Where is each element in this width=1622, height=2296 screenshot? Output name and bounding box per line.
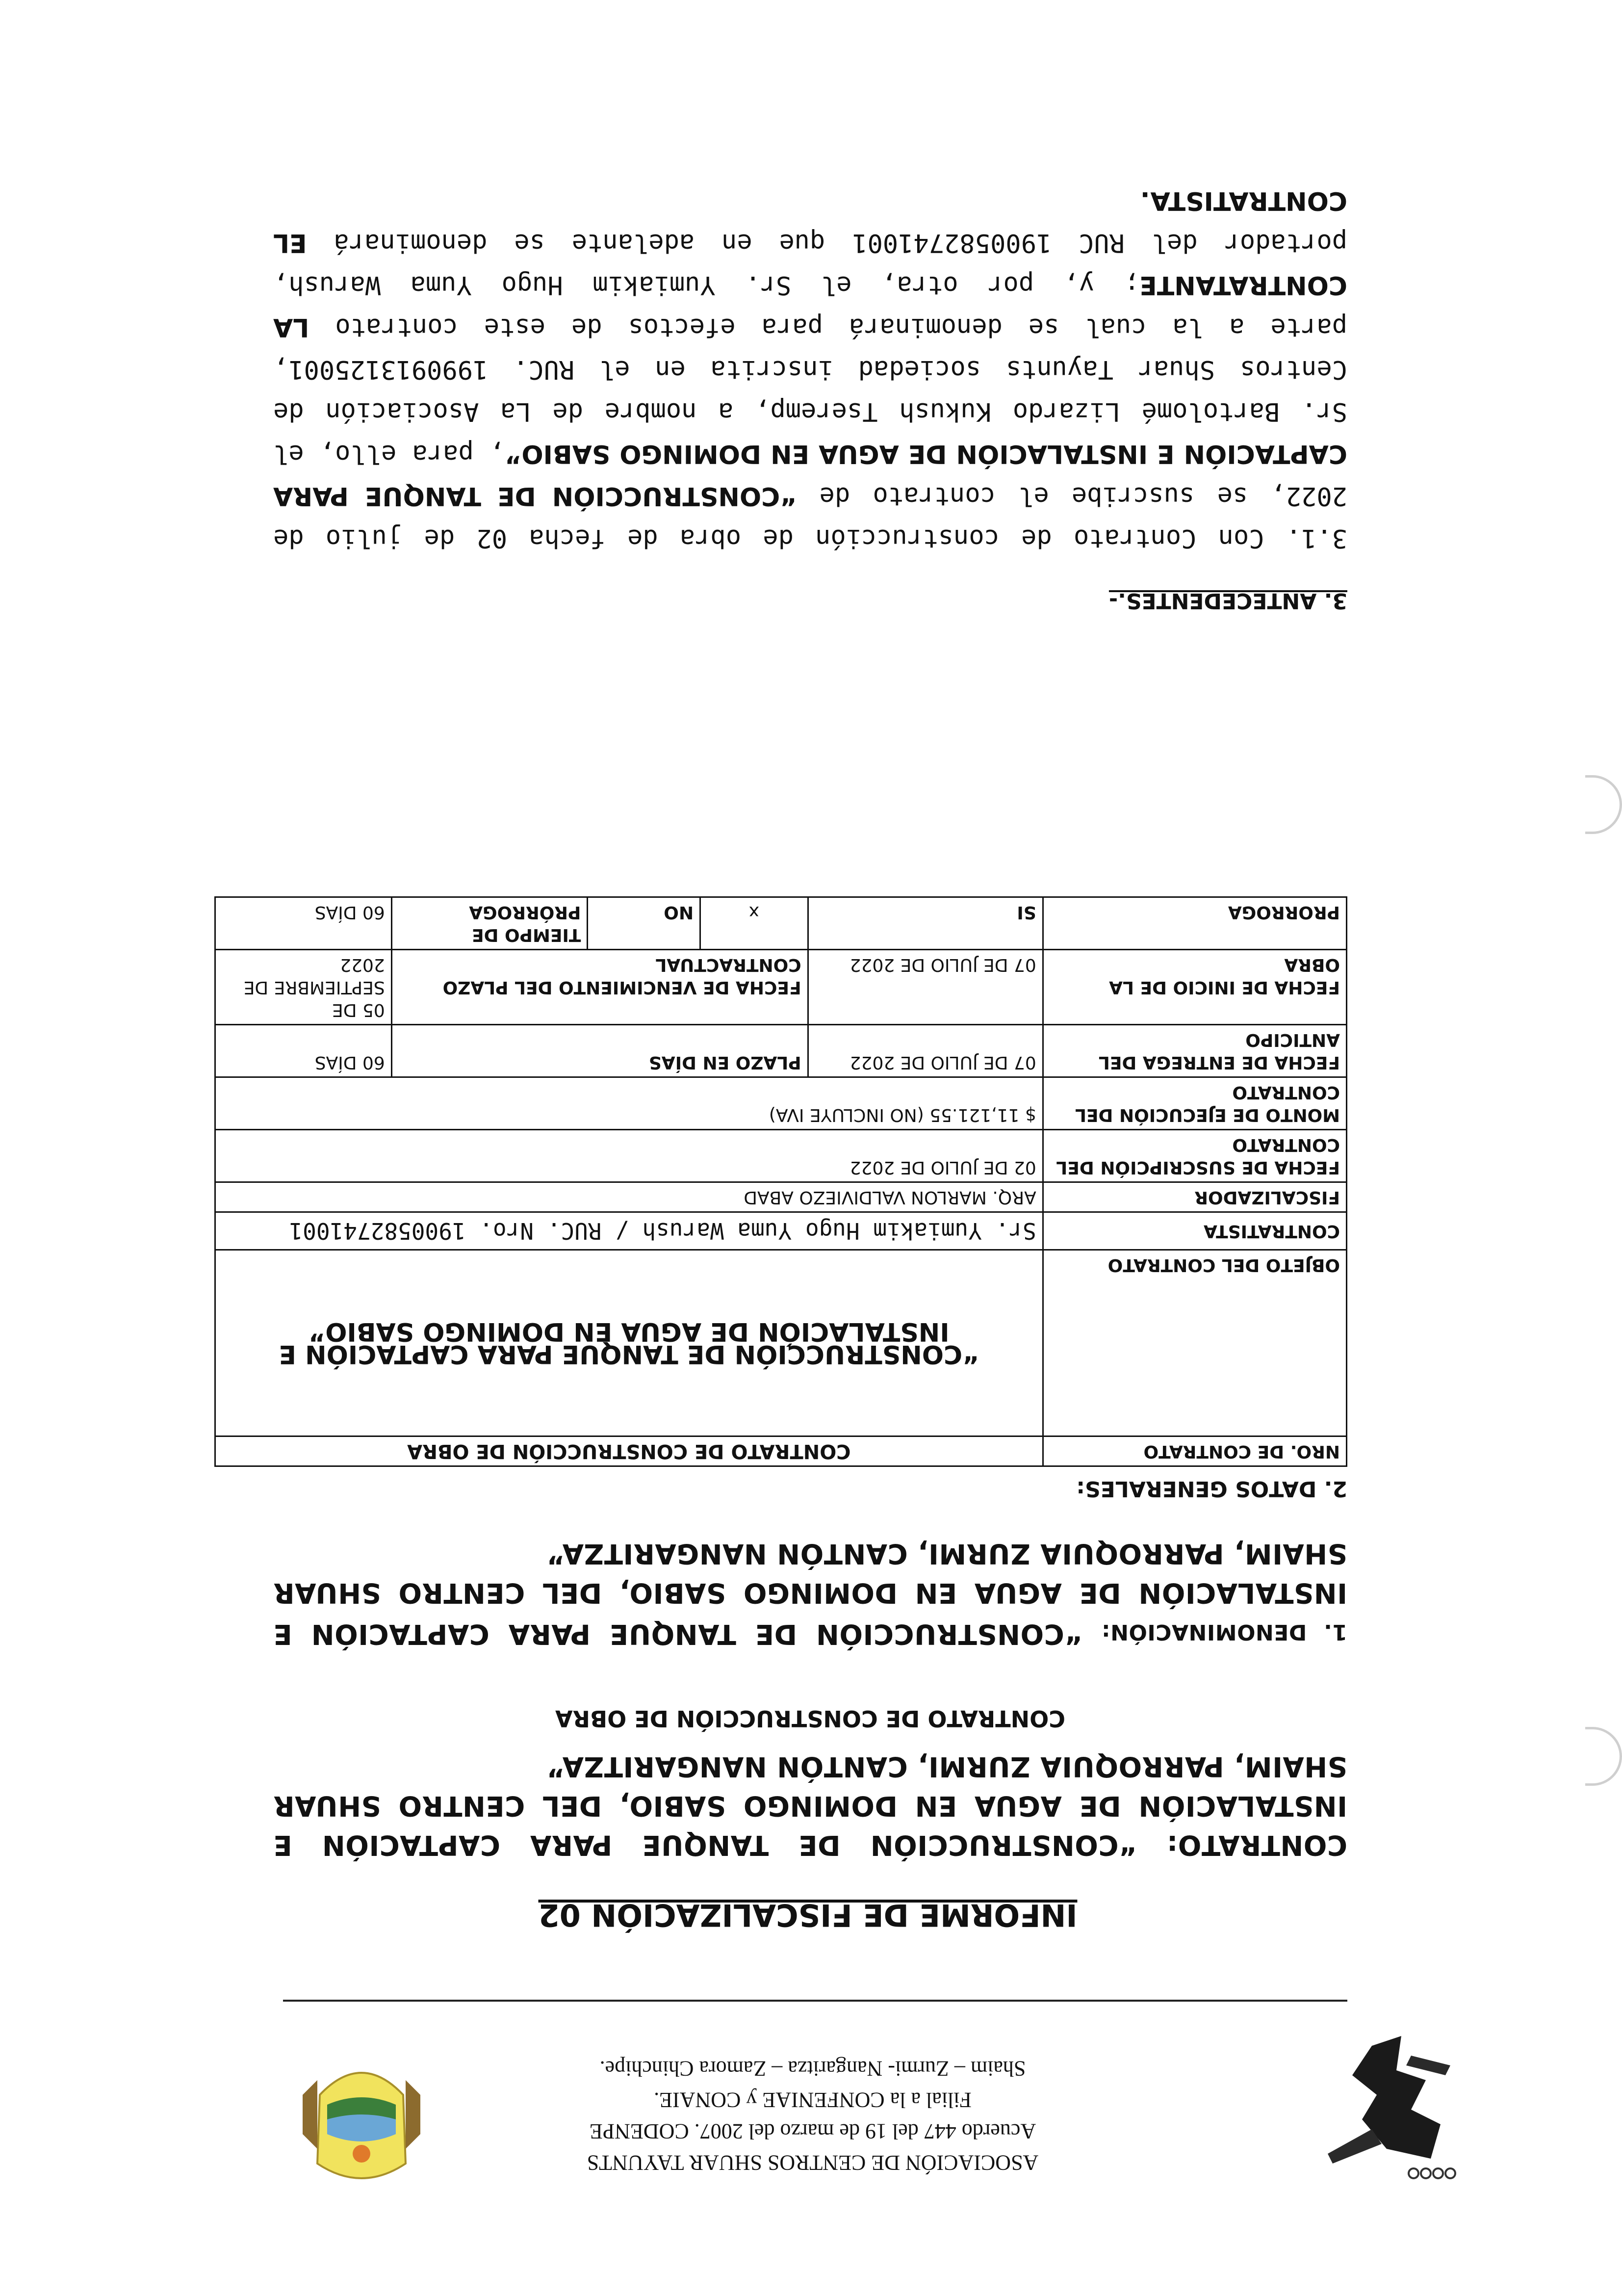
header-rule bbox=[283, 2000, 1347, 2002]
table-row bbox=[215, 897, 1347, 950]
denominacion-text: “CONSTRUCCIÓN DE TANQUE PARA CAPTACIÓN E INSTALACIÓN DE AGUA EN DOMINGO SABIO, DEL CENTRO SHUAR SHAIM, PARROQUIA ZURMI, CANTÓN NANGARITZA” bbox=[273, 1538, 1347, 1650]
shuar-warrior-logo-icon bbox=[1313, 2031, 1460, 2193]
si-mark: x bbox=[700, 897, 808, 950]
table-row bbox=[215, 1250, 1347, 1436]
inicio-label: FECHA DE INICIO DE LA OBRA bbox=[1043, 950, 1346, 1025]
tiempo-value: 60 DÍAS bbox=[215, 897, 392, 950]
datos-generales-heading: 2. DATOS GENERALES: bbox=[1076, 1476, 1347, 1501]
para-text-3: ; y, por otra, el Sr. Yumiakim Hugo Yuma Warush, portador del RUC 1900582741001 que en adelante se denominará bbox=[273, 228, 1347, 300]
antecedentes-paragraph bbox=[273, 180, 1347, 559]
table-row bbox=[215, 1182, 1347, 1212]
suscripcion-value: 02 DE JULIO DE 2022 bbox=[215, 1130, 1043, 1182]
page-title: INFORME DE FISCALIZACIÓN 02 bbox=[538, 1897, 1078, 1933]
no-label: NO bbox=[588, 897, 700, 950]
contratista-label: CONTRATISTA bbox=[1043, 1212, 1346, 1250]
objeto-label: OBJETO DEL CONTRATO bbox=[1043, 1250, 1346, 1436]
antecedentes-heading: 3. ANTECEDENTES.- bbox=[1108, 588, 1347, 613]
objeto-value: “CONSTRUCCIÓN DE TANQUE PARA CAPTACIÓN E INSTALACIÓN DE AGUA EN DOMINGO SABIO” bbox=[215, 1250, 1043, 1436]
nro-label: NRO. DE CONTRATO bbox=[1043, 1436, 1346, 1466]
para-text-1: 3.1. Con Contrato de construcción de obra de fecha 02 de julio de 2022, se suscribe el contrato de bbox=[273, 481, 1347, 553]
inicio-value: 07 DE JULIO DE 2022 bbox=[808, 950, 1043, 1025]
coat-of-arms-icon bbox=[298, 2046, 425, 2193]
nro-value: CONTRATO DE CONSTRUCCIÓN DE OBRA bbox=[215, 1436, 1043, 1466]
org-agreement: Acuerdo 447 del 19 de marzo del 2007. CODENPE bbox=[589, 2119, 1036, 2143]
entrega-value: 07 DE JULIO DE 2022 bbox=[808, 1025, 1043, 1077]
binder-hole bbox=[1585, 1727, 1622, 1786]
si-label: SI bbox=[808, 897, 1043, 950]
prorroga-label: PRORROGA bbox=[1043, 897, 1346, 950]
vencimiento-label: FECHA DE VENCIMIENTO DEL PLAZO CONTRACTUAL bbox=[391, 950, 808, 1025]
contract-data-table bbox=[214, 896, 1347, 1467]
org-location: Shaim – Zurmi- Nangaritza – Zamora Chinchipe. bbox=[599, 2057, 1026, 2081]
binder-hole bbox=[1585, 775, 1622, 834]
entrega-label: FECHA DE ENTREGA DEL ANTICIPO bbox=[1043, 1025, 1346, 1077]
para-text-2: , para ello, el Sr. Bartolomé Lizardo Kukush Tseremp, a nombre de La Asociación de Centros Shuar Tayunts sociedad inscrita en el RUC. 1990913125001, parte a la cual se denominará para efectos de este contrato bbox=[273, 313, 1347, 469]
table-row bbox=[215, 1436, 1347, 1466]
contratista-value: Sr. Yumiakim Hugo Yuma Warush / RUC. Nro. 1900582741001 bbox=[215, 1212, 1043, 1250]
contract-title: CONTRATO: “CONSTRUCCIÓN DE TANQUE PARA CAPTACIÓN E INSTALACIÓN DE AGUA EN DOMINGO SABIO, DEL CENTRO SHUAR SHAIM, PARROQUIA ZURMI, CANTÓN NANGARITZA” bbox=[273, 1750, 1347, 1861]
para-bold-2: LA CONTRATANTE bbox=[273, 270, 1347, 342]
plazo-label: PLAZO EN DÍAS bbox=[391, 1025, 808, 1077]
vencimiento-value: 05 DE SEPTIEMBRE DE 2022 bbox=[215, 950, 392, 1025]
fiscalizador-value: ARQ. MARLON VALDIVIEZO ABAD bbox=[215, 1182, 1043, 1212]
monto-label: MONTO DE EJECUCIÓN DEL CONTRATO bbox=[1043, 1077, 1346, 1130]
table-row bbox=[215, 1212, 1347, 1250]
table-row bbox=[215, 1130, 1347, 1182]
table-row bbox=[215, 1025, 1347, 1077]
para-bold-3: EL CONTRATISTA. bbox=[273, 186, 1347, 258]
table-row bbox=[215, 1077, 1347, 1130]
para-bold-1: “CONSTRUCCIÓN DE TANQUE PARA CAPTACIÓN E INSTALACIÓN DE AGUA EN DOMINGO SABIO” bbox=[273, 439, 1347, 511]
suscripcion-label: FECHA DE SUSCRIPCIÓN DEL CONTRATO bbox=[1043, 1130, 1346, 1182]
org-header bbox=[518, 2053, 1107, 2178]
table-row bbox=[215, 950, 1347, 1025]
contract-subtitle: CONTRATO DE CONSTRUCCIÓN DE OBRA bbox=[555, 1705, 1066, 1732]
monto-value: $ 11,121.55 (NO INCLUYE IVA) bbox=[215, 1077, 1043, 1130]
denominacion bbox=[273, 1534, 1347, 1653]
fiscalizador-label: FISCALIZADOR bbox=[1043, 1182, 1346, 1212]
org-affiliation: Filial a la CONFENIAE y CONAIE. bbox=[654, 2088, 972, 2112]
plazo-value: 60 DÍAS bbox=[215, 1025, 392, 1077]
org-name: ASOCIACIÓN DE CENTROS SHUAR TAYUNTS bbox=[587, 2151, 1039, 2175]
denominacion-label: 1. DENOMINACIÓN: bbox=[1101, 1619, 1347, 1644]
tiempo-label: TIEMPO DE PRÓRROGA bbox=[391, 897, 588, 950]
